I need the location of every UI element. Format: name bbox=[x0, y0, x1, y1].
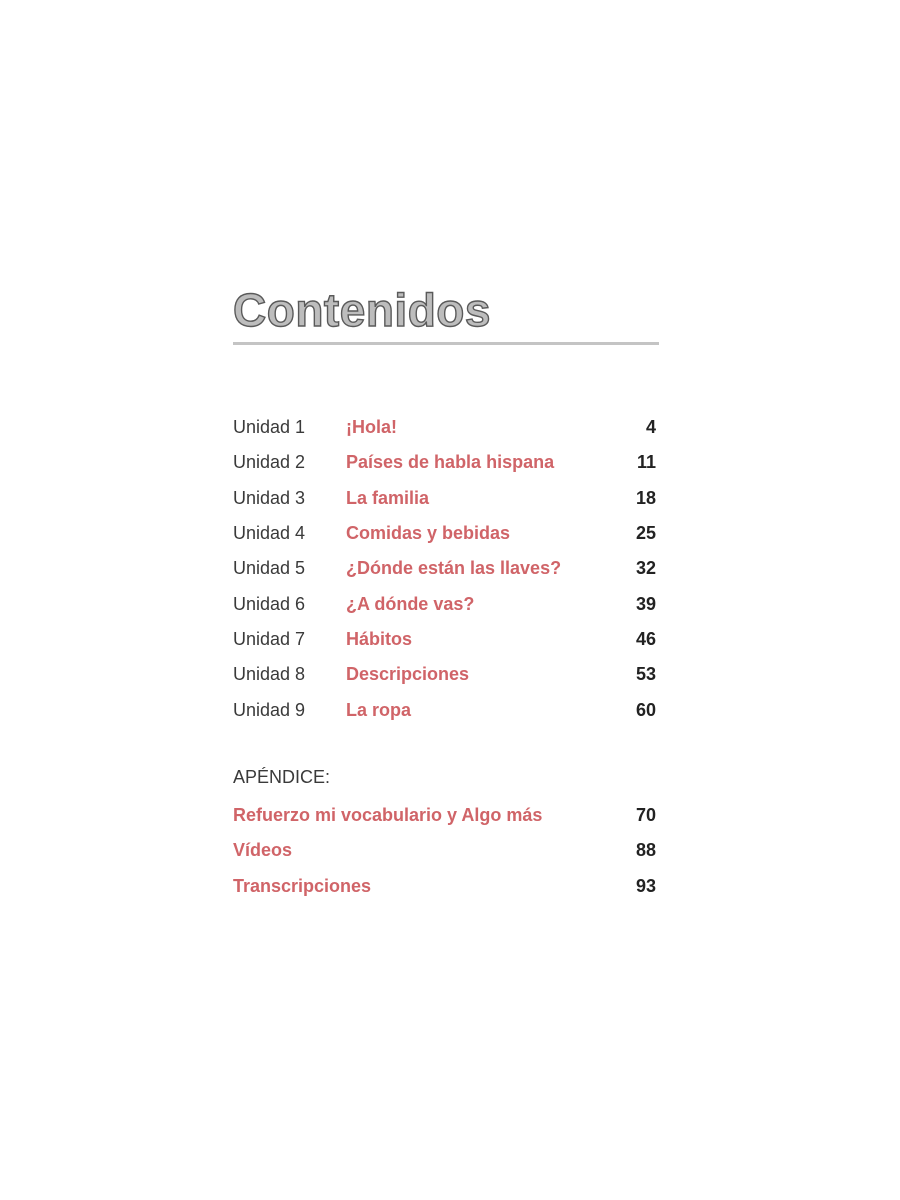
unit-title-link[interactable]: La ropa bbox=[346, 699, 412, 720]
page-number: 70 bbox=[635, 805, 656, 826]
unit-label: Unidad 8 bbox=[233, 664, 306, 685]
unit-title-link[interactable]: ¿Dónde están las llaves? bbox=[346, 558, 562, 579]
page-number: 53 bbox=[635, 664, 656, 685]
page-number: 93 bbox=[635, 875, 656, 896]
appendix-heading: APÉNDICE: bbox=[233, 767, 331, 787]
page-number: 11 bbox=[636, 452, 656, 473]
page-number: 32 bbox=[635, 558, 656, 579]
appendix-title-link[interactable]: Refuerzo mi vocabulario y Algo más bbox=[233, 805, 543, 826]
appendix-list bbox=[233, 798, 656, 904]
appendix-row bbox=[233, 798, 656, 833]
unit-label: Unidad 9 bbox=[233, 699, 306, 720]
page-number: 60 bbox=[635, 699, 656, 720]
page-number: 46 bbox=[635, 628, 656, 649]
unit-title-link[interactable]: Comidas y bebidas bbox=[346, 523, 511, 544]
toc-row-unit-5 bbox=[233, 551, 656, 586]
unit-label: Unidad 6 bbox=[233, 593, 306, 614]
title-divider bbox=[233, 342, 659, 345]
unit-title-link[interactable]: ¿A dónde vas? bbox=[346, 593, 475, 614]
appendix-row bbox=[233, 833, 656, 868]
toc-row-unit-3 bbox=[233, 481, 656, 516]
unit-title-link[interactable]: ¡Hola! bbox=[346, 417, 397, 438]
page-title: Contenidos bbox=[233, 284, 491, 336]
unit-label: Unidad 1 bbox=[233, 417, 306, 438]
page-number: 88 bbox=[635, 840, 656, 861]
unit-label: Unidad 4 bbox=[233, 523, 306, 544]
page-number: 25 bbox=[635, 523, 656, 544]
unit-label: Unidad 3 bbox=[233, 487, 306, 508]
unit-title-link[interactable]: Descripciones bbox=[346, 664, 470, 685]
toc-row-unit-6 bbox=[233, 586, 656, 621]
toc-row-unit-7 bbox=[233, 622, 656, 657]
toc-row-unit-2 bbox=[233, 445, 656, 480]
unit-label: Unidad 7 bbox=[233, 628, 306, 649]
toc-row-unit-4 bbox=[233, 516, 656, 551]
appendix-row bbox=[233, 869, 656, 904]
unit-label: Unidad 2 bbox=[233, 452, 306, 473]
page-number: 18 bbox=[635, 487, 656, 508]
unit-title-link[interactable]: Países de habla hispana bbox=[346, 452, 555, 473]
units-list bbox=[233, 410, 656, 728]
unit-title-link[interactable]: La familia bbox=[346, 487, 430, 508]
toc-row-unit-1 bbox=[233, 410, 656, 445]
page-number: 39 bbox=[635, 593, 656, 614]
appendix-title-link[interactable]: Vídeos bbox=[233, 840, 293, 861]
toc-row-unit-9 bbox=[233, 692, 656, 727]
unit-label: Unidad 5 bbox=[233, 558, 306, 579]
toc-row-unit-8 bbox=[233, 657, 656, 692]
appendix-title-link[interactable]: Transcripciones bbox=[233, 875, 372, 896]
page-number: 4 bbox=[645, 417, 656, 438]
unit-title-link[interactable]: Hábitos bbox=[346, 628, 413, 649]
